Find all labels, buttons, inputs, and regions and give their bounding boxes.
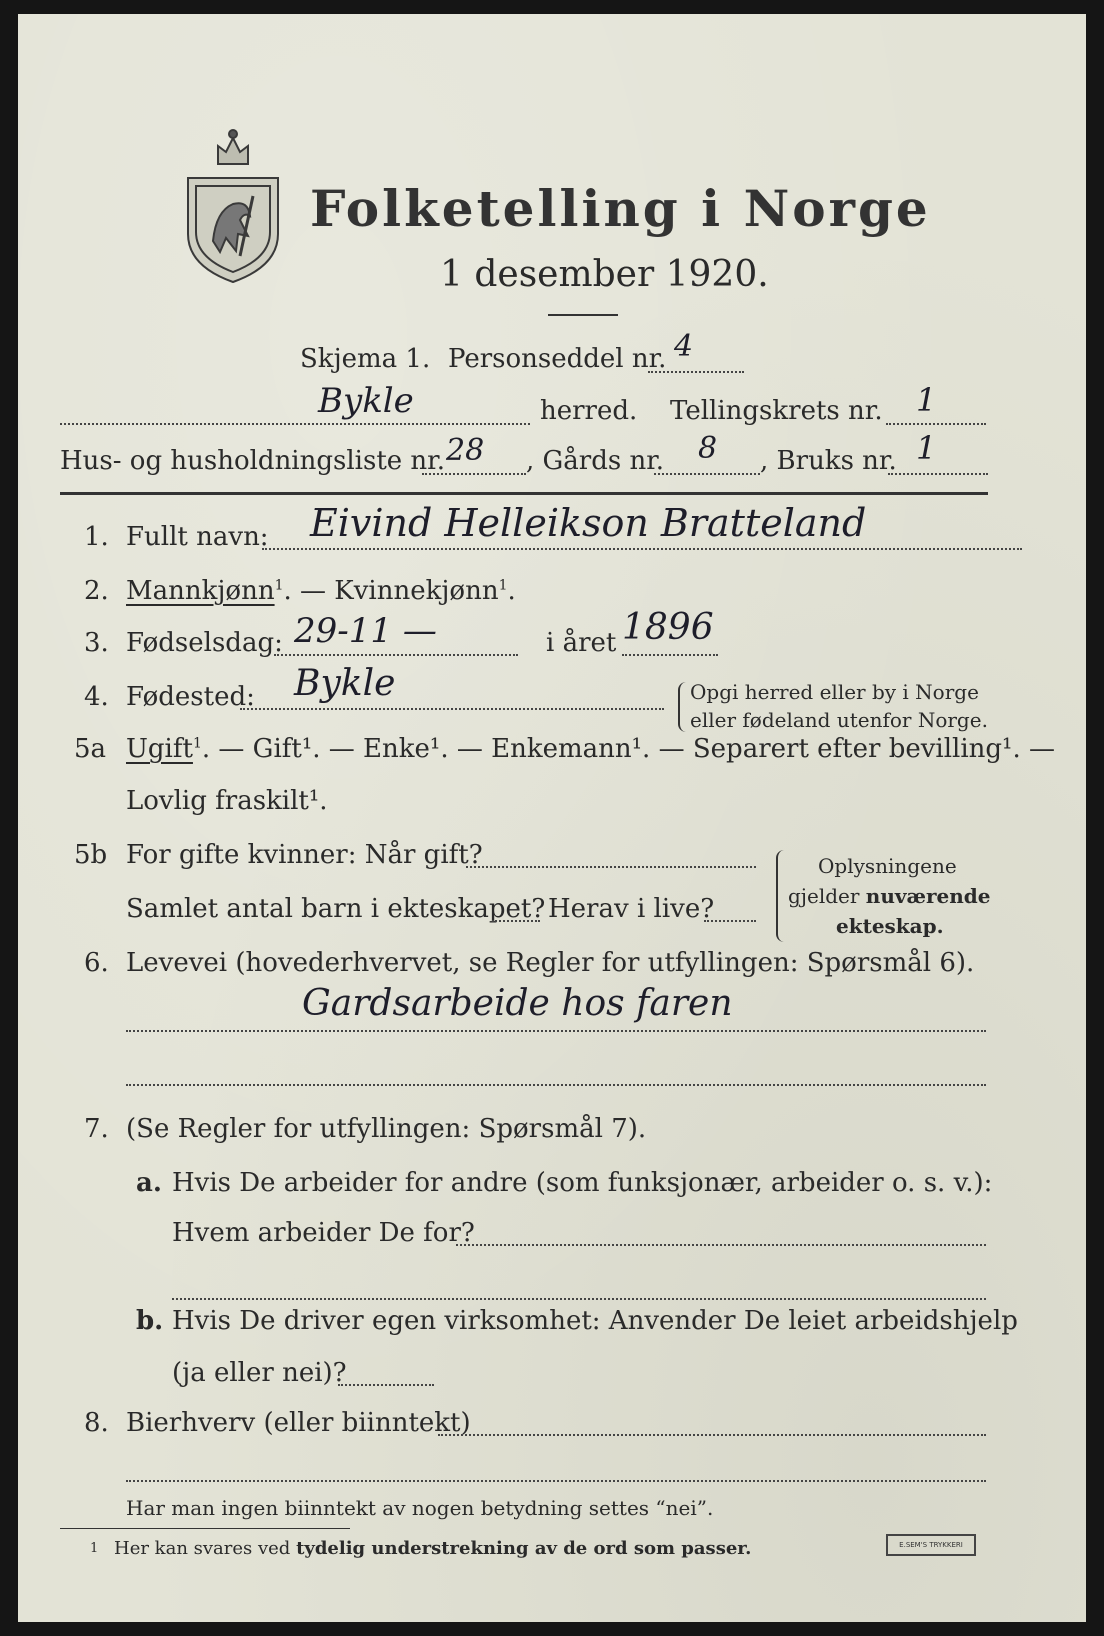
q5a-ugift-option[interactable]: Ugift xyxy=(126,734,193,764)
husholdning-value[interactable]: 28 xyxy=(446,433,485,468)
q5a-options: Ugift$^1$. — Gift¹. — Enke¹. — Enkemann¹. — Separert efter bevilling¹. — xyxy=(126,734,1056,764)
q5b-note-line2-b: nuværende xyxy=(865,884,991,908)
q5b-note-line2-a: gjelder xyxy=(788,884,866,908)
q5b-when-married-label: For gifte kvinner: Når gift? xyxy=(126,840,483,870)
q2-female-option[interactable]: . — Kvinnekjønn xyxy=(283,576,499,606)
q2-end: . xyxy=(507,576,516,606)
q5b-note-line2 xyxy=(788,886,991,906)
q4-label: Fødested: xyxy=(126,682,255,712)
q4-note-line1: Opgi herred eller by i Norge xyxy=(690,680,979,704)
footnote-divider xyxy=(60,1528,350,1529)
tellingskrets-value[interactable]: 1 xyxy=(916,381,937,419)
q6-line1 xyxy=(126,1030,986,1032)
tellingskrets-label: Tellingskrets nr. xyxy=(670,396,883,426)
q4-line xyxy=(240,708,664,710)
q6-label: Levevei (hovederhvervet, se Regler for utfyllingen: Spørsmål 6). xyxy=(126,948,975,978)
q2-number: 2. xyxy=(84,576,109,606)
personseddel-label: Personseddel nr. xyxy=(448,344,667,374)
gards-label: , Gårds nr. xyxy=(526,446,665,476)
q1-number: 1. xyxy=(84,522,109,552)
q7a-line2 xyxy=(172,1298,986,1300)
q5a-other-options[interactable]: . — Gift¹. — Enke¹. — Enkemann¹. — Separert efter bevilling¹. — xyxy=(201,734,1056,764)
bruks-line xyxy=(888,473,988,475)
q3-year-label: i året xyxy=(546,628,617,658)
footnote-text-a: Her kan svares ved xyxy=(114,1538,297,1559)
q5b-when-married-line xyxy=(466,866,756,868)
q5b-note-line1: Oplysningene xyxy=(818,854,957,878)
q7b-letter: b. xyxy=(136,1306,164,1336)
q8-line1 xyxy=(438,1434,986,1436)
census-date: 1 desember 1920. xyxy=(440,254,769,295)
title-divider xyxy=(548,314,618,316)
q7a-label-line1: Hvis De arbeider for andre (som funksjonær, arbeider o. s. v.): xyxy=(172,1168,993,1198)
q7-label: (Se Regler for utfyllingen: Spørsmål 7). xyxy=(126,1114,647,1144)
q7a-employer-line xyxy=(456,1244,986,1246)
form-title: Folketelling i Norge xyxy=(310,179,931,238)
footnote-text xyxy=(114,1540,751,1558)
q7b-label-line1: Hvis De driver egen virksomhet: Anvender De leiet arbeidshjelp xyxy=(172,1306,1018,1336)
q8-number: 8. xyxy=(84,1408,109,1438)
norway-coat-of-arms-icon xyxy=(178,116,288,286)
herred-label: herred. xyxy=(540,396,638,426)
q5b-alive-line xyxy=(704,920,756,922)
personseddel-line xyxy=(648,371,744,373)
herred-line xyxy=(60,423,530,425)
gards-line xyxy=(654,473,760,475)
q7a-label-line2: Hvem arbeider De for? xyxy=(172,1218,475,1248)
q3-year-line xyxy=(622,654,718,656)
q3-number: 3. xyxy=(84,628,109,658)
q7b-answer-line xyxy=(338,1384,434,1386)
q7b-label-line2: (ja eller nei)? xyxy=(172,1358,347,1388)
q5a-line2[interactable]: Lovlig fraskilt¹. xyxy=(126,786,328,816)
personseddel-value[interactable]: 4 xyxy=(674,329,694,364)
q3-day-line xyxy=(274,654,518,656)
footnote-mark: 1 xyxy=(90,1541,99,1556)
husholdning-line xyxy=(422,473,526,475)
bruks-label: , Bruks nr. xyxy=(760,446,897,476)
footnote-text-b: tydelig understrekning av de ord som passer. xyxy=(296,1538,752,1559)
q3-birthday-value[interactable]: 29-11 — xyxy=(294,611,437,651)
q1-full-name[interactable]: Eivind Helleikson Bratteland xyxy=(310,501,867,545)
bruks-value[interactable]: 1 xyxy=(916,429,937,467)
q3-label: Fødselsdag: xyxy=(126,628,283,658)
husholdning-label: Hus- og husholdningsliste nr. xyxy=(60,446,446,476)
printer-stamp-text: E.SEM'S TRYKKERI xyxy=(899,1541,963,1549)
q1-label: Fullt navn: xyxy=(126,522,269,552)
q4-number: 4. xyxy=(84,682,109,712)
q7a-letter: a. xyxy=(136,1168,162,1198)
tellingskrets-line xyxy=(886,423,986,425)
q5a-number: 5a xyxy=(74,734,107,764)
q2-male-option[interactable]: Mannkjønn xyxy=(126,576,275,606)
q8-label: Bierhverv (eller biinntekt) xyxy=(126,1408,471,1438)
q5b-note-line3: ekteskap. xyxy=(836,914,944,938)
q8-note: Har man ingen biinntekt av nogen betydning settes “nei”. xyxy=(126,1496,714,1520)
herred-value[interactable]: Bykle xyxy=(318,381,414,421)
q6-line2 xyxy=(126,1084,986,1086)
q4-note-brace xyxy=(678,682,688,732)
q2-gender: Mannkjønn$^1$. — Kvinnekjønn$^1$. xyxy=(126,576,516,606)
q5b-number: 5b xyxy=(74,840,108,870)
gards-value[interactable]: 8 xyxy=(698,431,718,466)
q5b-children-line xyxy=(492,920,540,922)
q1-line xyxy=(262,548,1022,550)
skjema-label: Skjema 1. xyxy=(300,344,431,374)
census-form xyxy=(18,14,1086,1622)
q8-line2 xyxy=(126,1480,986,1482)
q6-number: 6. xyxy=(84,948,109,978)
q7-number: 7. xyxy=(84,1114,109,1144)
printer-stamp xyxy=(886,1534,976,1556)
q5b-alive-label: Herav i live? xyxy=(548,894,715,924)
header-divider xyxy=(60,492,988,495)
q4-note-line2: eller fødeland utenfor Norge. xyxy=(690,708,988,732)
q3-year-value[interactable]: 1896 xyxy=(622,607,714,648)
q5b-note-brace xyxy=(776,850,786,942)
q4-birthplace-value[interactable]: Bykle xyxy=(294,663,396,704)
q5b-children-label: Samlet antal barn i ekteskapet? xyxy=(126,894,546,924)
q6-occupation-value[interactable]: Gardsarbeide hos faren xyxy=(302,983,733,1024)
